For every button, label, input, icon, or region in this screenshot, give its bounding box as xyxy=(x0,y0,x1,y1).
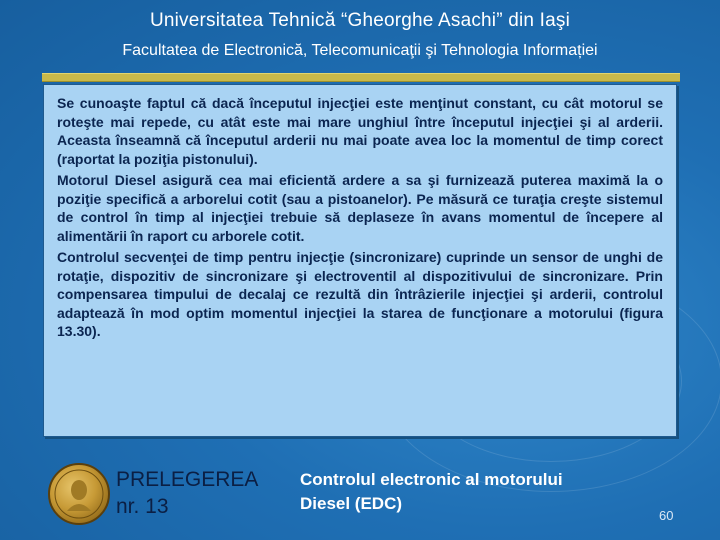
topic-line-2: Diesel (EDC) xyxy=(300,494,403,513)
content-paragraph: Controlul secvenţei de timp pentru injecţie (sincronizare) cuprinde un sensor de unghi de rotaţie, dispozitiv de sincronizare şi electroventil al dispozitivului de sincronizare. Prin compensarea timpului de decalaj ce rezultă din întrâzierile injecţiei şi arderii, controlul adaptează în mod optim momentul injecţiei la starea de funcţionare a motorului (figura 13.30). xyxy=(57,249,663,339)
header-divider xyxy=(42,73,680,82)
lecture-number: nr. 13 xyxy=(116,495,169,518)
content-paragraph: Se cunoaşte faptul că dacă începutul injecţiei este menţinut constant, cu cât motorul se roteşte mai repede, cu atât este mai mare unghiul între începutul injecţiei şi al arderii. Aceasta înseamnă că începutul arderii nu mai poate avea loc la momentul de timp corect (raportat la poziţia pistonului). xyxy=(57,95,663,167)
lecture-label xyxy=(116,466,258,520)
slide-title: Universitatea Tehnică “Gheorghe Asachi” din Iaşi xyxy=(149,10,571,31)
portrait-icon xyxy=(50,465,108,523)
content-box xyxy=(43,84,677,437)
lecture-title: PRELEGEREA xyxy=(116,468,259,491)
content-paragraph: Motorul Diesel asigură cea mai eficientă ardere a sa şi furnizează puterea maximă la o poziţie specifică a arborelui cotit (sau a pistoanelor). Pe măsură ce turaţia creşte sistemul de control în timp al injecţiei trebuie să deplaseze în avans momentul de începere al alimentării în raport cu arborele cotit. xyxy=(57,172,663,244)
lecture-topic xyxy=(300,468,563,516)
slide-subtitle: Facultatea de Electronică, Telecomunicaţii şi Tehnologia Informației xyxy=(122,42,598,59)
university-medal-logo xyxy=(48,463,110,525)
topic-line-1: Controlul electronic al motorului xyxy=(300,470,563,489)
page-number: 60 xyxy=(659,508,674,523)
